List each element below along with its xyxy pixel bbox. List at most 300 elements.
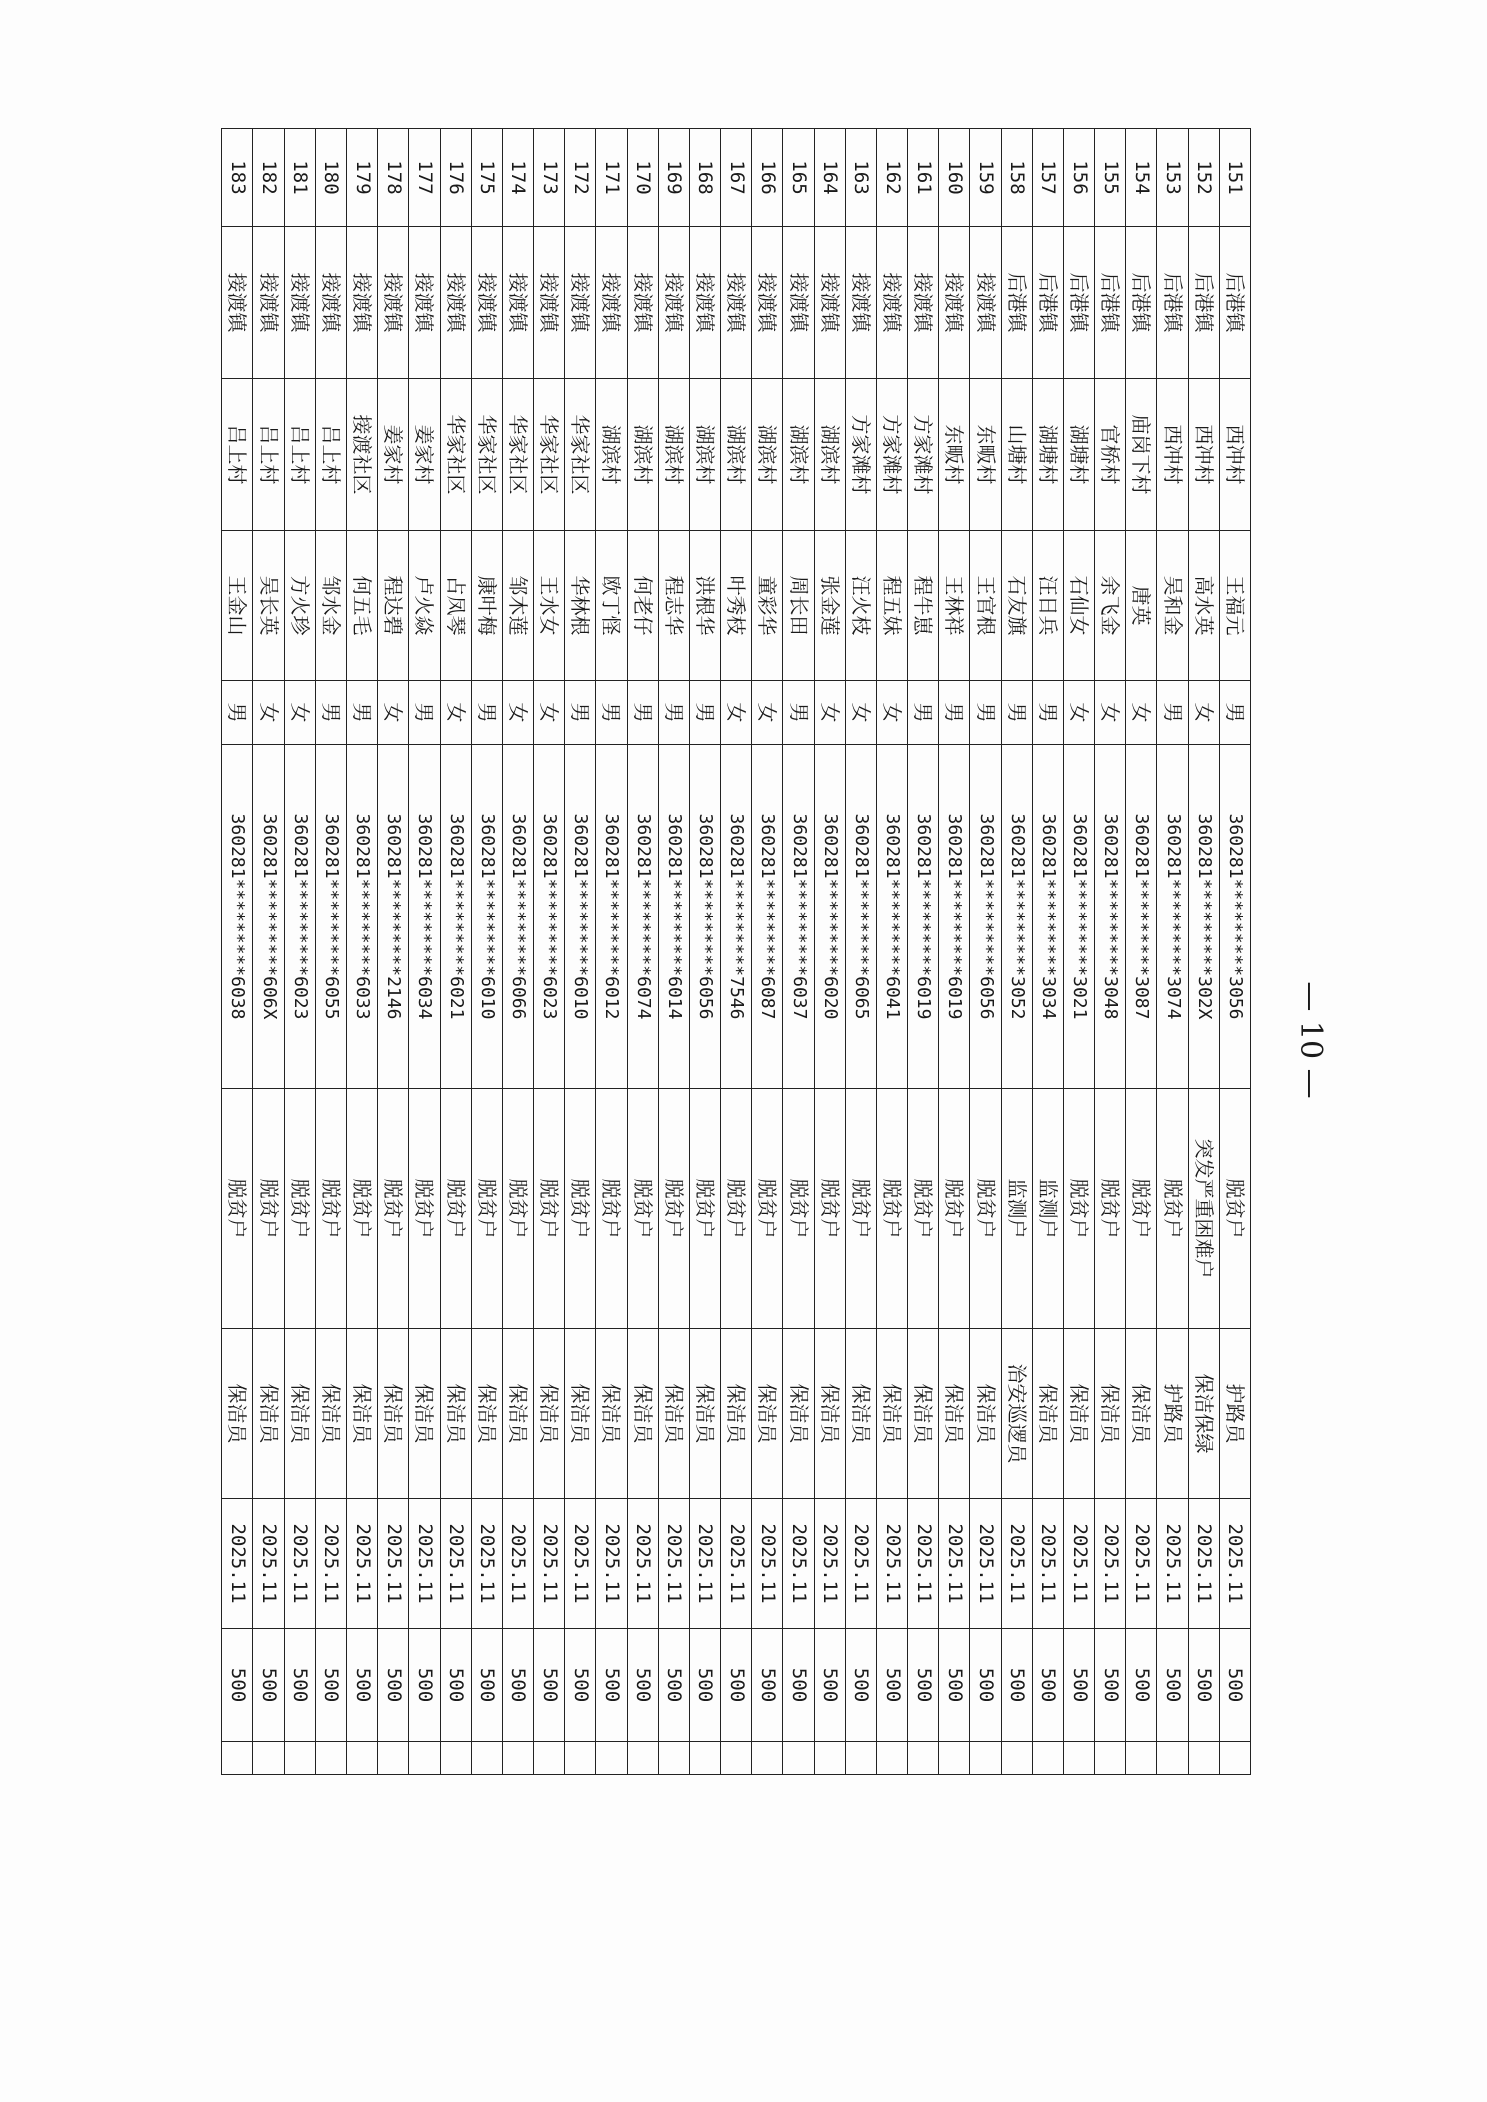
cell-category: 脱贫户 [783,1089,814,1329]
cell-name: 华林根 [565,531,596,681]
cell-category: 监测户 [1032,1089,1063,1329]
cell-amount: 500 [783,1629,814,1742]
table-row [689,129,720,1775]
cell-amount: 500 [534,1629,565,1742]
cell-village: 东畈村 [970,379,1001,531]
cell-blank [284,1742,315,1775]
cell-month: 2025.11 [627,1499,658,1629]
cell-amount: 500 [471,1629,502,1742]
cell-category: 脱贫户 [627,1089,658,1329]
cell-month: 2025.11 [1063,1499,1094,1629]
table-row [1157,129,1188,1775]
table-row [908,129,939,1775]
cell-month: 2025.11 [783,1499,814,1629]
cell-blank [1126,1742,1157,1775]
cell-name: 汪火枝 [845,531,876,681]
cell-job: 保洁员 [596,1329,627,1499]
cell-id: 360281*********6065 [845,745,876,1089]
cell-gender: 男 [1157,681,1188,745]
cell-village: 西冲村 [1157,379,1188,531]
table-row [1001,129,1032,1775]
cell-amount: 500 [1001,1629,1032,1742]
cell-gender: 男 [1219,681,1250,745]
cell-town: 接渡镇 [908,227,939,379]
cell-id: 360281*********6014 [658,745,689,1089]
cell-town: 接渡镇 [440,227,471,379]
cell-village: 湖塘村 [1063,379,1094,531]
cell-category: 脱贫户 [1126,1089,1157,1329]
cell-id: 360281*********6056 [689,745,720,1089]
cell-job: 治安巡逻员 [1001,1329,1032,1499]
cell-name: 张金莲 [814,531,845,681]
cell-name: 程五妹 [876,531,907,681]
table-row [284,129,315,1775]
cell-no: 173 [534,129,565,227]
cell-month: 2025.11 [502,1499,533,1629]
cell-village: 吕上村 [222,379,254,531]
cell-id: 360281*********6038 [222,745,254,1089]
cell-blank [689,1742,720,1775]
cell-id: 360281*********3034 [1032,745,1063,1089]
cell-no: 158 [1001,129,1032,227]
cell-town: 接渡镇 [783,227,814,379]
cell-category: 脱贫户 [970,1089,1001,1329]
cell-blank [502,1742,533,1775]
cell-job: 保洁员 [627,1329,658,1499]
cell-no: 172 [565,129,596,227]
cell-amount: 500 [502,1629,533,1742]
cell-town: 后港镇 [1095,227,1126,379]
cell-no: 161 [908,129,939,227]
cell-category: 脱贫户 [534,1089,565,1329]
cell-town: 后港镇 [1126,227,1157,379]
cell-gender: 男 [1001,681,1032,745]
cell-name: 欧丁怪 [596,531,627,681]
table-row [970,129,1001,1775]
cell-job: 保洁员 [783,1329,814,1499]
cell-gender: 男 [347,681,378,745]
cell-id: 360281*********6010 [565,745,596,1089]
cell-town: 后港镇 [1032,227,1063,379]
cell-town: 接渡镇 [534,227,565,379]
cell-blank [471,1742,502,1775]
cell-town: 接渡镇 [970,227,1001,379]
cell-town: 接渡镇 [253,227,284,379]
cell-month: 2025.11 [1219,1499,1250,1629]
cell-job: 保洁员 [939,1329,970,1499]
cell-gender: 女 [440,681,471,745]
table-row [409,129,440,1775]
cell-name: 吴长英 [253,531,284,681]
cell-amount: 500 [939,1629,970,1742]
cell-amount: 500 [409,1629,440,1742]
cell-id: 360281*********6010 [471,745,502,1089]
cell-amount: 500 [689,1629,720,1742]
cell-town: 接渡镇 [596,227,627,379]
table-row [471,129,502,1775]
cell-job: 保洁员 [502,1329,533,1499]
cell-category: 突发严重困难户 [1188,1089,1219,1329]
cell-no: 157 [1032,129,1063,227]
cell-gender: 男 [783,681,814,745]
cell-id: 360281*********3021 [1063,745,1094,1089]
cell-month: 2025.11 [876,1499,907,1629]
cell-town: 接渡镇 [284,227,315,379]
cell-town: 后港镇 [1001,227,1032,379]
cell-village: 庙岗下村 [1126,379,1157,531]
cell-blank [876,1742,907,1775]
cell-month: 2025.11 [222,1499,254,1629]
cell-no: 160 [939,129,970,227]
cell-amount: 500 [1095,1629,1126,1742]
cell-blank [845,1742,876,1775]
cell-blank [721,1742,752,1775]
cell-name: 石友旗 [1001,531,1032,681]
cell-gender: 女 [253,681,284,745]
cell-town: 接渡镇 [876,227,907,379]
cell-month: 2025.11 [565,1499,596,1629]
cell-job: 保洁员 [315,1329,346,1499]
cell-gender: 女 [1126,681,1157,745]
table-row [565,129,596,1775]
cell-town: 接渡镇 [222,227,254,379]
cell-town: 接渡镇 [845,227,876,379]
cell-amount: 500 [627,1629,658,1742]
cell-month: 2025.11 [1126,1499,1157,1629]
cell-village: 湖滨村 [814,379,845,531]
cell-name: 王福元 [1219,531,1250,681]
cell-town: 接渡镇 [315,227,346,379]
cell-blank [1063,1742,1094,1775]
cell-name: 方火珍 [284,531,315,681]
cell-month: 2025.11 [689,1499,720,1629]
cell-amount: 500 [1188,1629,1219,1742]
cell-name: 洪根华 [689,531,720,681]
cell-category: 脱贫户 [752,1089,783,1329]
cell-name: 叶秀枝 [721,531,752,681]
cell-job: 保洁员 [378,1329,409,1499]
cell-blank [1095,1742,1126,1775]
cell-town: 接渡镇 [627,227,658,379]
cell-town: 接渡镇 [378,227,409,379]
cell-id: 360281*********606X [253,745,284,1089]
roster-table-rotated [221,128,1251,1774]
cell-blank [596,1742,627,1775]
cell-category: 脱贫户 [253,1089,284,1329]
cell-blank [222,1742,254,1775]
cell-job: 护路员 [1157,1329,1188,1499]
cell-village: 湖滨村 [721,379,752,531]
table-row [440,129,471,1775]
cell-name: 王林祥 [939,531,970,681]
cell-category: 脱贫户 [471,1089,502,1329]
table-row [845,129,876,1775]
cell-month: 2025.11 [409,1499,440,1629]
table-row [596,129,627,1775]
cell-name: 石仙女 [1063,531,1094,681]
cell-blank [1001,1742,1032,1775]
cell-id: 360281*********3074 [1157,745,1188,1089]
cell-id: 360281*********7546 [721,745,752,1089]
cell-job: 保洁员 [721,1329,752,1499]
cell-name: 程牛崽 [908,531,939,681]
cell-name: 周长田 [783,531,814,681]
cell-gender: 女 [534,681,565,745]
cell-category: 监测户 [1001,1089,1032,1329]
cell-job: 保洁员 [534,1329,565,1499]
cell-month: 2025.11 [471,1499,502,1629]
cell-no: 156 [1063,129,1094,227]
cell-town: 接渡镇 [689,227,720,379]
cell-job: 保洁员 [284,1329,315,1499]
cell-village: 华家社区 [440,379,471,531]
cell-amount: 500 [876,1629,907,1742]
cell-month: 2025.11 [970,1499,1001,1629]
cell-village: 接渡社区 [347,379,378,531]
cell-id: 360281*********6023 [284,745,315,1089]
cell-village: 西冲村 [1188,379,1219,531]
table-row [315,129,346,1775]
cell-name: 占凤琴 [440,531,471,681]
cell-category: 脱贫户 [315,1089,346,1329]
cell-month: 2025.11 [315,1499,346,1629]
table-row [939,129,970,1775]
cell-village: 湖滨村 [689,379,720,531]
cell-id: 360281*********302X [1188,745,1219,1089]
cell-amount: 500 [347,1629,378,1742]
cell-gender: 男 [970,681,1001,745]
table-row [253,129,284,1775]
cell-id: 360281*********6019 [908,745,939,1089]
cell-month: 2025.11 [658,1499,689,1629]
cell-id: 360281*********2146 [378,745,409,1089]
cell-town: 接渡镇 [471,227,502,379]
cell-category: 脱贫户 [658,1089,689,1329]
cell-town: 接渡镇 [409,227,440,379]
cell-no: 166 [752,129,783,227]
cell-month: 2025.11 [253,1499,284,1629]
cell-blank [1032,1742,1063,1775]
cell-job: 保洁员 [845,1329,876,1499]
cell-village: 湖滨村 [596,379,627,531]
cell-village: 华家社区 [471,379,502,531]
cell-id: 360281*********6056 [970,745,1001,1089]
cell-town: 后港镇 [1219,227,1250,379]
cell-name: 邹木莲 [502,531,533,681]
cell-blank [565,1742,596,1775]
cell-job: 护路员 [1219,1329,1250,1499]
cell-no: 176 [440,129,471,227]
cell-name: 童彩华 [752,531,783,681]
cell-gender: 男 [627,681,658,745]
cell-no: 159 [970,129,1001,227]
cell-id: 360281*********6037 [783,745,814,1089]
page-number: — 10 — [1293,981,1328,1099]
cell-no: 168 [689,129,720,227]
table-row [783,129,814,1775]
cell-no: 169 [658,129,689,227]
cell-town: 后港镇 [1188,227,1219,379]
cell-no: 174 [502,129,533,227]
cell-town: 接渡镇 [658,227,689,379]
table-body [222,129,1251,1775]
cell-gender: 女 [814,681,845,745]
cell-amount: 500 [222,1629,254,1742]
cell-amount: 500 [814,1629,845,1742]
cell-month: 2025.11 [440,1499,471,1629]
cell-no: 170 [627,129,658,227]
cell-name: 何老仔 [627,531,658,681]
cell-gender: 女 [284,681,315,745]
cell-job: 保洁员 [1126,1329,1157,1499]
cell-category: 脱贫户 [908,1089,939,1329]
table-row [534,129,565,1775]
cell-blank [1157,1742,1188,1775]
cell-amount: 500 [845,1629,876,1742]
cell-blank [315,1742,346,1775]
cell-month: 2025.11 [1001,1499,1032,1629]
cell-category: 脱贫户 [502,1089,533,1329]
cell-village: 姜家村 [378,379,409,531]
cell-no: 153 [1157,129,1188,227]
table-row [1063,129,1094,1775]
cell-name: 程志华 [658,531,689,681]
cell-category: 脱贫户 [440,1089,471,1329]
cell-month: 2025.11 [1188,1499,1219,1629]
cell-amount: 500 [752,1629,783,1742]
cell-category: 脱贫户 [347,1089,378,1329]
cell-blank [783,1742,814,1775]
cell-job: 保洁员 [970,1329,1001,1499]
cell-no: 171 [596,129,627,227]
cell-village: 方家滩村 [876,379,907,531]
cell-blank [658,1742,689,1775]
cell-id: 360281*********3052 [1001,745,1032,1089]
cell-job: 保洁员 [658,1329,689,1499]
cell-village: 吕上村 [315,379,346,531]
cell-blank [409,1742,440,1775]
cell-category: 脱贫户 [939,1089,970,1329]
cell-job: 保洁员 [814,1329,845,1499]
cell-id: 360281*********3048 [1095,745,1126,1089]
cell-no: 162 [876,129,907,227]
cell-no: 181 [284,129,315,227]
cell-village: 华家社区 [534,379,565,531]
cell-job: 保洁员 [689,1329,720,1499]
cell-job: 保洁员 [347,1329,378,1499]
cell-category: 脱贫户 [565,1089,596,1329]
cell-gender: 男 [658,681,689,745]
cell-village: 山塘村 [1001,379,1032,531]
cell-name: 卢火焱 [409,531,440,681]
cell-amount: 500 [253,1629,284,1742]
cell-id: 360281*********6012 [596,745,627,1089]
cell-gender: 男 [315,681,346,745]
cell-blank [1188,1742,1219,1775]
cell-blank [1219,1742,1250,1775]
cell-month: 2025.11 [1095,1499,1126,1629]
cell-id: 360281*********6066 [502,745,533,1089]
cell-name: 王水女 [534,531,565,681]
cell-gender: 男 [471,681,502,745]
cell-job: 保洁员 [876,1329,907,1499]
cell-month: 2025.11 [939,1499,970,1629]
cell-blank [814,1742,845,1775]
table-row [1095,129,1126,1775]
cell-month: 2025.11 [284,1499,315,1629]
table-row [1126,129,1157,1775]
cell-month: 2025.11 [1157,1499,1188,1629]
cell-blank [970,1742,1001,1775]
cell-amount: 500 [1157,1629,1188,1742]
cell-category: 脱贫户 [378,1089,409,1329]
cell-id: 360281*********6034 [409,745,440,1089]
cell-month: 2025.11 [378,1499,409,1629]
cell-town: 接渡镇 [347,227,378,379]
table-row [721,129,752,1775]
cell-id: 360281*********6020 [814,745,845,1089]
cell-village: 湖滨村 [752,379,783,531]
cell-id: 360281*********6055 [315,745,346,1089]
cell-month: 2025.11 [908,1499,939,1629]
cell-village: 东畈村 [939,379,970,531]
cell-gender: 男 [222,681,254,745]
cell-gender: 女 [502,681,533,745]
cell-town: 接渡镇 [939,227,970,379]
cell-category: 脱贫户 [1157,1089,1188,1329]
cell-amount: 500 [565,1629,596,1742]
cell-village: 华家社区 [565,379,596,531]
table-row [502,129,533,1775]
cell-village: 西冲村 [1219,379,1250,531]
cell-job: 保洁员 [253,1329,284,1499]
cell-id: 360281*********3087 [1126,745,1157,1089]
cell-no: 151 [1219,129,1250,227]
cell-category: 脱贫户 [409,1089,440,1329]
cell-village: 姜家村 [409,379,440,531]
cell-town: 接渡镇 [721,227,752,379]
cell-job: 保洁保绿 [1188,1329,1219,1499]
cell-village: 湖滨村 [658,379,689,531]
table-row [876,129,907,1775]
cell-category: 脱贫户 [721,1089,752,1329]
cell-gender: 女 [1063,681,1094,745]
cell-amount: 500 [284,1629,315,1742]
cell-job: 保洁员 [409,1329,440,1499]
cell-job: 保洁员 [471,1329,502,1499]
cell-job: 保洁员 [222,1329,254,1499]
cell-gender: 男 [1032,681,1063,745]
cell-category: 脱贫户 [1063,1089,1094,1329]
cell-no: 179 [347,129,378,227]
cell-name: 程达碧 [378,531,409,681]
cell-town: 后港镇 [1063,227,1094,379]
cell-blank [939,1742,970,1775]
cell-no: 183 [222,129,254,227]
cell-no: 178 [378,129,409,227]
cell-blank [752,1742,783,1775]
table-row [627,129,658,1775]
cell-blank [378,1742,409,1775]
cell-name: 邹水金 [315,531,346,681]
cell-amount: 500 [378,1629,409,1742]
cell-id: 360281*********6087 [752,745,783,1089]
cell-name: 吴和金 [1157,531,1188,681]
table-row [222,129,254,1775]
cell-no: 164 [814,129,845,227]
cell-town: 后港镇 [1157,227,1188,379]
cell-month: 2025.11 [534,1499,565,1629]
